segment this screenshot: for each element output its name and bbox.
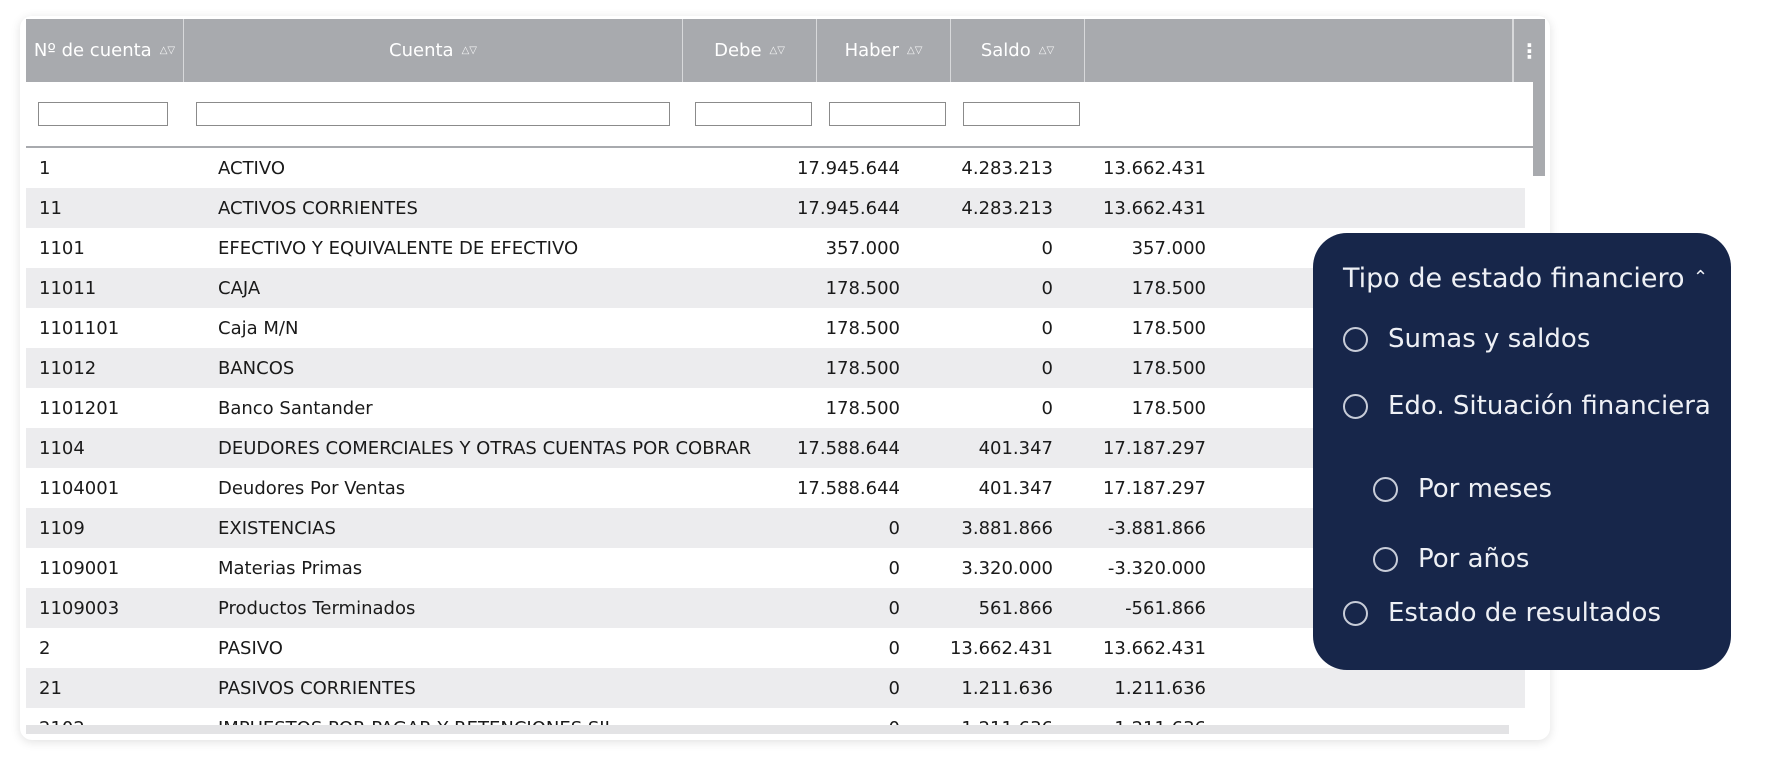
table-row[interactable] <box>26 268 1525 308</box>
cell-debit: 178.500 <box>825 397 900 419</box>
cell-account: PASIVOS CORRIENTES <box>218 677 416 699</box>
cell-debit: 0 <box>888 517 900 539</box>
header-balance[interactable] <box>951 19 1085 82</box>
option-label: Por años <box>1418 544 1530 574</box>
cell-debit: 17.588.644 <box>796 437 900 459</box>
cell-credit: 0 <box>1041 277 1053 299</box>
cell-balance: 13.662.431 <box>1102 197 1206 219</box>
table-row[interactable] <box>26 628 1525 668</box>
cell-account: EXISTENCIAS <box>218 517 336 539</box>
table-row[interactable] <box>26 148 1525 188</box>
cell-account-no: 1104001 <box>39 477 120 499</box>
option-sumas-y-saldos[interactable] <box>1343 324 1590 354</box>
cell-debit: 0 <box>888 677 900 699</box>
filter-balance-input[interactable] <box>963 102 1080 126</box>
table-row[interactable] <box>26 188 1525 228</box>
cell-account: Banco Santander <box>218 397 373 419</box>
table-row[interactable] <box>26 508 1525 548</box>
cell-account: ACTIVO <box>218 157 286 179</box>
kebab-menu-icon: ⋮ <box>1519 38 1540 63</box>
table-row[interactable] <box>26 388 1525 428</box>
filter-cell <box>683 82 817 146</box>
option-por-anos[interactable] <box>1373 544 1529 574</box>
cell-account: BANCOS <box>218 357 295 379</box>
cell-debit: 178.500 <box>825 357 900 379</box>
cell-balance: 13.662.431 <box>1102 637 1206 659</box>
option-label: Sumas y saldos <box>1388 324 1591 354</box>
chevron-up-icon[interactable]: ⌃ <box>1693 267 1709 288</box>
cell-account: Deudores Por Ventas <box>218 477 406 499</box>
option-por-meses[interactable] <box>1373 474 1552 504</box>
cell-balance: 178.500 <box>1131 277 1206 299</box>
header-account-no[interactable] <box>26 19 184 82</box>
radio-icon[interactable] <box>1343 601 1368 626</box>
cell-credit: 13.662.431 <box>949 637 1053 659</box>
cell-account: Materias Primas <box>218 557 363 579</box>
cell-balance: 178.500 <box>1131 317 1206 339</box>
sort-icon: △▽ <box>159 45 176 56</box>
radio-icon[interactable] <box>1373 547 1398 572</box>
filter-credit-input[interactable] <box>829 102 946 126</box>
cell-account-no: 11011 <box>39 277 97 299</box>
cell-balance: -3.881.866 <box>1107 517 1206 539</box>
cell-credit: 3.881.866 <box>961 517 1053 539</box>
radio-icon[interactable] <box>1373 477 1398 502</box>
cell-credit: 561.866 <box>978 597 1053 619</box>
cell-account: Productos Terminados <box>218 597 416 619</box>
cell-credit: 401.347 <box>978 477 1053 499</box>
header-account[interactable] <box>184 19 683 82</box>
cell-credit: 0 <box>1041 317 1053 339</box>
cell-balance: -561.866 <box>1125 597 1206 619</box>
option-situacion-financiera[interactable] <box>1343 391 1711 421</box>
cell-account-no: 2 <box>39 637 51 659</box>
panel-title: Tipo de estado financiero <box>1343 263 1685 294</box>
cell-credit: 1.211.636 <box>961 677 1053 699</box>
table-row[interactable] <box>26 348 1525 388</box>
cell-account-no: 1109001 <box>39 557 120 579</box>
option-label: Edo. Situación financiera <box>1388 391 1711 421</box>
cell-balance: -3.320.000 <box>1107 557 1206 579</box>
filter-cell <box>951 82 1085 146</box>
table-row[interactable] <box>26 588 1525 628</box>
header-empty <box>1085 19 1513 82</box>
column-menu-button[interactable] <box>1513 19 1545 82</box>
table-row[interactable] <box>26 468 1525 508</box>
cell-account-no: 1109 <box>39 517 85 539</box>
header-account-no-label: Nº de cuenta <box>33 40 152 61</box>
cell-debit: 0 <box>888 557 900 579</box>
cell-balance: 357.000 <box>1131 237 1206 259</box>
financial-statement-panel <box>1313 233 1731 670</box>
option-label: Por meses <box>1418 474 1553 504</box>
sort-icon: △▽ <box>769 45 785 56</box>
header-account-label: Cuenta <box>389 40 454 61</box>
cell-credit: 4.283.213 <box>961 197 1053 219</box>
table-body <box>26 148 1525 734</box>
cell-account: DEUDORES COMERCIALES Y OTRAS CUENTAS POR COBRAR <box>218 437 752 459</box>
cell-account: ACTIVOS CORRIENTES <box>218 197 418 219</box>
header-credit-label: Haber <box>844 40 900 61</box>
cell-account: Caja M/N <box>218 317 299 339</box>
option-estado-resultados[interactable] <box>1343 598 1661 628</box>
table-row[interactable] <box>26 668 1525 708</box>
table-row[interactable] <box>26 548 1525 588</box>
cell-balance: 1.211.636 <box>1114 677 1206 699</box>
filter-account-input[interactable] <box>196 102 670 126</box>
cell-debit: 0 <box>888 597 900 619</box>
cell-debit: 17.945.644 <box>796 157 900 179</box>
header-balance-label: Saldo <box>980 40 1031 61</box>
cell-balance: 178.500 <box>1131 397 1206 419</box>
cell-credit: 4.283.213 <box>961 157 1053 179</box>
cell-balance: 17.187.297 <box>1102 437 1206 459</box>
table-row[interactable] <box>26 308 1525 348</box>
horizontal-scrollbar[interactable] <box>26 725 1509 734</box>
filter-cell <box>184 82 683 146</box>
radio-icon[interactable] <box>1343 327 1368 352</box>
cell-balance: 13.662.431 <box>1102 157 1206 179</box>
cell-balance: 17.187.297 <box>1102 477 1206 499</box>
table-row[interactable] <box>26 228 1525 268</box>
cell-account: EFECTIVO Y EQUIVALENTE DE EFECTIVO <box>218 237 579 259</box>
table-row[interactable] <box>26 428 1525 468</box>
cell-debit: 178.500 <box>825 277 900 299</box>
cell-balance: 178.500 <box>1131 357 1206 379</box>
sort-icon: △▽ <box>907 45 923 56</box>
cell-credit: 3.320.000 <box>961 557 1053 579</box>
cell-account-no: 1101101 <box>39 317 120 339</box>
cell-credit: 0 <box>1041 357 1053 379</box>
cell-debit: 17.588.644 <box>796 477 900 499</box>
cell-account-no: 11 <box>39 197 62 219</box>
filter-row <box>26 82 1535 148</box>
cell-account: CAJA <box>218 277 261 299</box>
cell-credit: 0 <box>1041 397 1053 419</box>
filter-cell <box>817 82 951 146</box>
filter-debit-input[interactable] <box>695 102 812 126</box>
cell-account-no: 1109003 <box>39 597 120 619</box>
cell-account-no: 1101 <box>39 237 85 259</box>
option-label: Estado de resultados <box>1388 598 1661 628</box>
cell-debit: 357.000 <box>825 237 900 259</box>
cell-debit: 17.945.644 <box>796 197 900 219</box>
cell-credit: 0 <box>1041 237 1053 259</box>
cell-account-no: 21 <box>39 677 62 699</box>
vertical-scrollbar[interactable] <box>1533 82 1545 176</box>
cell-account-no: 1101201 <box>39 397 120 419</box>
header-debit[interactable] <box>683 19 817 82</box>
filter-account-no-input[interactable] <box>38 102 168 126</box>
table-header-row <box>26 19 1545 82</box>
header-credit[interactable] <box>817 19 951 82</box>
cell-credit: 401.347 <box>978 437 1053 459</box>
cell-account-no: 11012 <box>39 357 97 379</box>
radio-icon[interactable] <box>1343 394 1368 419</box>
cell-debit: 0 <box>888 637 900 659</box>
cell-account-no: 1 <box>39 157 51 179</box>
cell-debit: 178.500 <box>825 317 900 339</box>
header-debit-label: Debe <box>714 40 762 61</box>
cell-account: PASIVO <box>218 637 283 659</box>
sort-icon: △▽ <box>1038 45 1055 56</box>
filter-cell <box>26 82 184 146</box>
cell-account-no: 1104 <box>39 437 85 459</box>
sort-icon: △▽ <box>461 45 477 56</box>
